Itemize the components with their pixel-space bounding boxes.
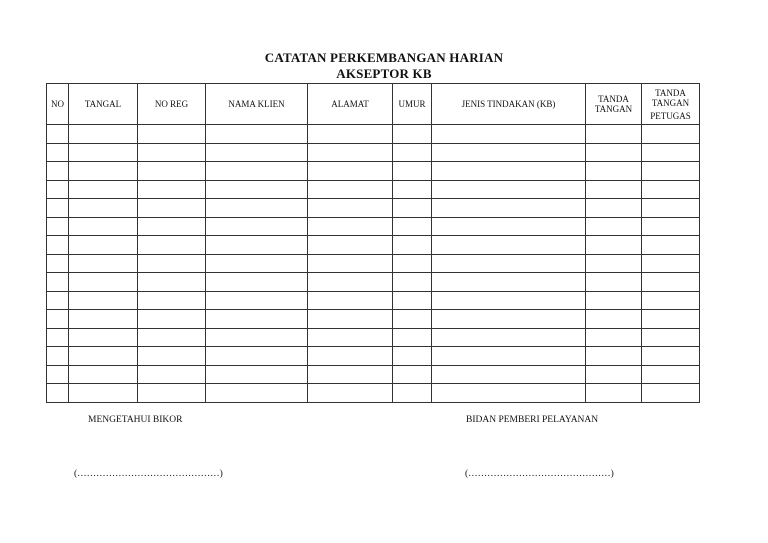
cell-tangal[interactable]: [69, 180, 138, 199]
cell-no-reg[interactable]: [138, 180, 206, 199]
cell-jenis-tindakan[interactable]: [432, 254, 586, 273]
cell-tanda-tangan-petugas[interactable]: [642, 365, 700, 384]
table-row: [47, 162, 700, 181]
table-row: [47, 310, 700, 329]
cell-tanda-tangan-petugas[interactable]: [642, 143, 700, 162]
cell-umur[interactable]: [393, 125, 432, 144]
cell-no[interactable]: [47, 384, 69, 403]
col-header-jenis-tindakan: JENIS TINDAKAN (KB): [432, 84, 586, 125]
cell-no-reg[interactable]: [138, 199, 206, 218]
cell-jenis-tindakan[interactable]: [432, 143, 586, 162]
cell-umur[interactable]: [393, 217, 432, 236]
table-body: [47, 125, 700, 403]
cell-umur[interactable]: [393, 365, 432, 384]
cell-tangal[interactable]: [69, 236, 138, 255]
col-header-tanda-tangan: TANDA TANGAN: [586, 84, 642, 125]
table-row: [47, 236, 700, 255]
cell-tanda-tangan-petugas[interactable]: [642, 180, 700, 199]
cell-jenis-tindakan[interactable]: [432, 347, 586, 366]
table-row: [47, 199, 700, 218]
cell-tanda-tangan[interactable]: [586, 328, 642, 347]
cell-umur[interactable]: [393, 254, 432, 273]
cell-alamat[interactable]: [308, 199, 393, 218]
cell-nama-klien[interactable]: [206, 254, 308, 273]
cell-tangal[interactable]: [69, 162, 138, 181]
cell-no-reg[interactable]: [138, 217, 206, 236]
cell-tanda-tangan[interactable]: [586, 162, 642, 181]
cell-tanda-tangan-petugas[interactable]: [642, 291, 700, 310]
cell-tanda-tangan[interactable]: [586, 384, 642, 403]
cell-tanda-tangan[interactable]: [586, 236, 642, 255]
cell-nama-klien[interactable]: [206, 310, 308, 329]
cell-no[interactable]: [47, 217, 69, 236]
cell-tanda-tangan[interactable]: [586, 273, 642, 292]
cell-nama-klien[interactable]: [206, 365, 308, 384]
cell-tanda-tangan[interactable]: [586, 254, 642, 273]
table-header-row: [47, 84, 700, 125]
cell-no-reg[interactable]: [138, 310, 206, 329]
cell-no-reg[interactable]: [138, 365, 206, 384]
cell-tanda-tangan-petugas[interactable]: [642, 125, 700, 144]
cell-no[interactable]: [47, 199, 69, 218]
cell-tanda-tangan[interactable]: [586, 291, 642, 310]
col-header-tanda-tangan-petugas: TANDA TANGAN PETUGAS: [642, 84, 700, 125]
col-header-no-reg: NO REG: [138, 84, 206, 125]
cell-tanda-tangan-petugas[interactable]: [642, 217, 700, 236]
cell-tanda-tangan-petugas[interactable]: [642, 384, 700, 403]
midwife-signature-line: (………………………………………): [465, 469, 614, 479]
cell-nama-klien[interactable]: [206, 217, 308, 236]
cell-nama-klien[interactable]: [206, 143, 308, 162]
cell-jenis-tindakan[interactable]: [432, 384, 586, 403]
cell-nama-klien[interactable]: [206, 125, 308, 144]
cell-alamat[interactable]: [308, 291, 393, 310]
cell-alamat[interactable]: [308, 347, 393, 366]
table-row: [47, 125, 700, 144]
cell-alamat[interactable]: [308, 143, 393, 162]
cell-alamat[interactable]: [308, 310, 393, 329]
cell-umur[interactable]: [393, 180, 432, 199]
cell-tangal[interactable]: [69, 273, 138, 292]
cell-umur[interactable]: [393, 384, 432, 403]
cell-tanda-tangan[interactable]: [586, 180, 642, 199]
cell-tanda-tangan[interactable]: [586, 143, 642, 162]
cell-no[interactable]: [47, 291, 69, 310]
cell-tangal[interactable]: [69, 328, 138, 347]
cell-jenis-tindakan[interactable]: [432, 273, 586, 292]
cell-umur[interactable]: [393, 291, 432, 310]
cell-jenis-tindakan[interactable]: [432, 162, 586, 181]
cell-jenis-tindakan[interactable]: [432, 310, 586, 329]
cell-no-reg[interactable]: [138, 236, 206, 255]
cell-no[interactable]: [47, 162, 69, 181]
daily-progress-table: [46, 83, 700, 403]
cell-umur[interactable]: [393, 143, 432, 162]
acknowledged-by-signature-line: (………………………………………): [74, 469, 223, 479]
col-header-alamat: ALAMAT: [308, 84, 393, 125]
cell-nama-klien[interactable]: [206, 273, 308, 292]
cell-tangal[interactable]: [69, 143, 138, 162]
cell-tanda-tangan[interactable]: [586, 217, 642, 236]
cell-alamat[interactable]: [308, 328, 393, 347]
cell-no-reg[interactable]: [138, 328, 206, 347]
cell-alamat[interactable]: [308, 236, 393, 255]
cell-nama-klien[interactable]: [206, 199, 308, 218]
table-row: [47, 365, 700, 384]
cell-tangal[interactable]: [69, 199, 138, 218]
cell-umur[interactable]: [393, 328, 432, 347]
cell-no-reg[interactable]: [138, 254, 206, 273]
table-row: [47, 273, 700, 292]
cell-no[interactable]: [47, 310, 69, 329]
page-title: CATATAN PERKEMBANGAN HARIAN: [264, 50, 504, 65]
cell-jenis-tindakan[interactable]: [432, 125, 586, 144]
cell-tangal[interactable]: [69, 310, 138, 329]
cell-nama-klien[interactable]: [206, 236, 308, 255]
cell-jenis-tindakan[interactable]: [432, 199, 586, 218]
col-header-tangal: TANGAL: [69, 84, 138, 125]
cell-no-reg[interactable]: [138, 291, 206, 310]
cell-tanda-tangan-petugas[interactable]: [642, 199, 700, 218]
cell-tanda-tangan[interactable]: [586, 125, 642, 144]
cell-tanda-tangan-petugas[interactable]: [642, 254, 700, 273]
cell-jenis-tindakan[interactable]: [432, 236, 586, 255]
cell-no[interactable]: [47, 236, 69, 255]
acknowledged-by-label: MENGETAHUI BIKOR: [88, 415, 183, 425]
col-header-nama-klien: NAMA KLIEN: [206, 84, 308, 125]
cell-umur[interactable]: [393, 236, 432, 255]
cell-no-reg[interactable]: [138, 125, 206, 144]
cell-no[interactable]: [47, 254, 69, 273]
cell-no-reg[interactable]: [138, 273, 206, 292]
cell-tanda-tangan-petugas[interactable]: [642, 162, 700, 181]
cell-umur[interactable]: [393, 199, 432, 218]
cell-nama-klien[interactable]: [206, 384, 308, 403]
table-row: [47, 291, 700, 310]
cell-tanda-tangan[interactable]: [586, 365, 642, 384]
cell-umur[interactable]: [393, 273, 432, 292]
cell-alamat[interactable]: [308, 384, 393, 403]
cell-no[interactable]: [47, 180, 69, 199]
cell-tangal[interactable]: [69, 365, 138, 384]
cell-tanda-tangan-petugas[interactable]: [642, 328, 700, 347]
cell-tanda-tangan-petugas[interactable]: [642, 236, 700, 255]
cell-tangal[interactable]: [69, 291, 138, 310]
cell-tangal[interactable]: [69, 254, 138, 273]
cell-tanda-tangan-petugas[interactable]: [642, 273, 700, 292]
cell-nama-klien[interactable]: [206, 291, 308, 310]
cell-nama-klien[interactable]: [206, 347, 308, 366]
table-row: [47, 143, 700, 162]
cell-jenis-tindakan[interactable]: [432, 365, 586, 384]
cell-alamat[interactable]: [308, 254, 393, 273]
table-row: [47, 347, 700, 366]
cell-alamat[interactable]: [308, 365, 393, 384]
table-row: [47, 217, 700, 236]
page-subtitle: AKSEPTOR KB: [336, 66, 432, 81]
cell-umur[interactable]: [393, 310, 432, 329]
cell-tangal[interactable]: [69, 125, 138, 144]
cell-alamat[interactable]: [308, 217, 393, 236]
cell-tanda-tangan[interactable]: [586, 310, 642, 329]
cell-alamat[interactable]: [308, 273, 393, 292]
cell-jenis-tindakan[interactable]: [432, 328, 586, 347]
table-row: [47, 180, 700, 199]
midwife-label: BIDAN PEMBERI PELAYANAN: [466, 415, 599, 425]
cell-tanda-tangan[interactable]: [586, 347, 642, 366]
cell-tanda-tangan-petugas[interactable]: [642, 310, 700, 329]
cell-alamat[interactable]: [308, 125, 393, 144]
cell-tanda-tangan-petugas[interactable]: [642, 347, 700, 366]
cell-no[interactable]: [47, 273, 69, 292]
cell-no-reg[interactable]: [138, 162, 206, 181]
table-row: [47, 254, 700, 273]
cell-no-reg[interactable]: [138, 347, 206, 366]
table-row: [47, 384, 700, 403]
cell-jenis-tindakan[interactable]: [432, 180, 586, 199]
cell-no[interactable]: [47, 328, 69, 347]
cell-nama-klien[interactable]: [206, 180, 308, 199]
cell-tangal[interactable]: [69, 347, 138, 366]
cell-tanda-tangan[interactable]: [586, 199, 642, 218]
cell-no-reg[interactable]: [138, 143, 206, 162]
cell-no[interactable]: [47, 125, 69, 144]
cell-jenis-tindakan[interactable]: [432, 217, 586, 236]
cell-no-reg[interactable]: [138, 384, 206, 403]
cell-nama-klien[interactable]: [206, 328, 308, 347]
cell-umur[interactable]: [393, 162, 432, 181]
table-row: [47, 328, 700, 347]
cell-no[interactable]: [47, 143, 69, 162]
cell-nama-klien[interactable]: [206, 162, 308, 181]
cell-tangal[interactable]: [69, 384, 138, 403]
cell-alamat[interactable]: [308, 180, 393, 199]
cell-no[interactable]: [47, 347, 69, 366]
col-header-umur: UMUR: [393, 84, 432, 125]
cell-alamat[interactable]: [308, 162, 393, 181]
cell-tangal[interactable]: [69, 217, 138, 236]
cell-jenis-tindakan[interactable]: [432, 291, 586, 310]
cell-umur[interactable]: [393, 347, 432, 366]
col-header-no: NO: [47, 84, 69, 125]
cell-no[interactable]: [47, 365, 69, 384]
